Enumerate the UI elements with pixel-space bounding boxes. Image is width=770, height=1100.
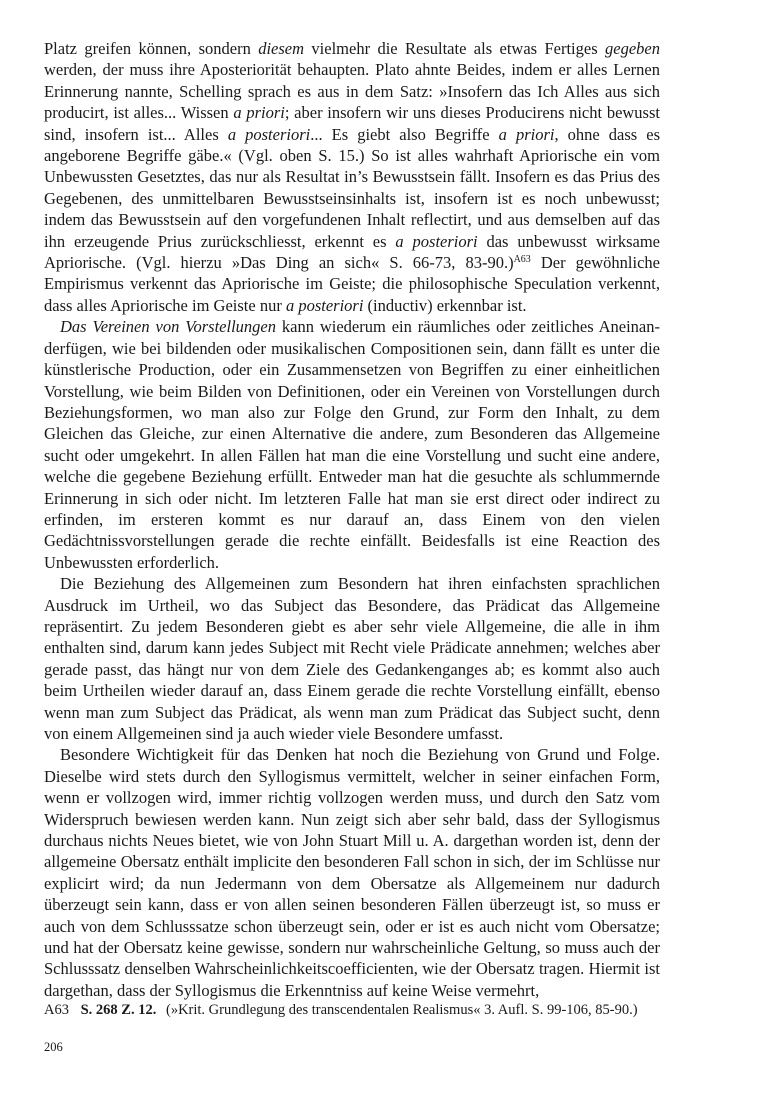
italic-text: a posteriori bbox=[395, 231, 478, 251]
text-run: (inductiv) erkennbar ist. bbox=[363, 295, 527, 315]
footnote-reference: S. 268 Z. 12. bbox=[80, 1002, 157, 1018]
italic-text: a posteriori bbox=[227, 124, 311, 144]
page-number: 206 bbox=[44, 1040, 63, 1054]
text-run: Besondere Wichtigkeit für das Denken hat noch die Beziehung von Grund und Folge. Dieselbe wird stets durch den Syllogismus vermittelt, welcher in seiner einfachen Form, wenn er vollzogen wird, immer richtig vollzogen werden muss, und durch den Satz vom Widerspruch bewiesen werden kann. Nun zeigt sich aber sehr bald, dass der Syllogismus durchaus nichts Neues bietet, wie von John Stuart Mill u. A. dargethan worden ist, denn der allgemeine Obersatz enthält implicite den besonderen Fall schon in sich, der im Schlüsse nur explicirt wird; da nun Jedermann von dem Obersatze als Allgemeinem nur dadurch überzeugt sein kann, dass er von allen seinen besonderen Fällen überzeugt ist, so muss er auch von dem Schlusssatze schon überzeugt sein, oder er ist es auch nicht vom Obersatze; und hat der Obersatz keine gewisse, sondern nur wahrscheinliche Geltung, so muss auch der Schlusssatz denselben Wahrscheinlichkeitscoefficienten, wie der Obersatz tragen. Hiermit ist dargethan, dass der Syllogismus die Erkenntniss auf keine Weise vermehrt, bbox=[44, 745, 660, 1000]
text-run: Der gewöhnliche Empirismus verkennt das Apriorische im Geiste; die philosophische Speculation verkennt, dass alles Apriorische im Geiste nur bbox=[44, 253, 660, 315]
paragraph-4 bbox=[44, 744, 660, 1001]
italic-text: diesem bbox=[258, 39, 305, 58]
footnote-text: (»Krit. Grundlegung des transcendentalen Realismus« 3. Aufl. S. 99-106, 85-90.) bbox=[165, 1002, 638, 1018]
italic-text: Das Vereinen von Vorstellungen bbox=[60, 317, 276, 337]
text-run: , ohne dass es angeborene Begriffe gäbe.« (Vgl. oben S. 15.) So ist alles wahrhaft Apriorische ein vom Unbewussten Gesetztes, das nur als Resultat in’s Bewusstsein fällt. Insofern es das Prius des Gegebenen, des unmittelbaren Bewusstseinsinhalts ist, insofern ist es noch unbewusst; indem das Bewusstsein auf den vorgefundenen Inhalt reflectirt, und aus demselben auf das ihn erzeugende Prius zurückschliesst, erkennt es bbox=[44, 124, 661, 251]
text-run: ; aber insofern wir uns dieses Producirens nicht bewusst sind, insofern ist... Alles bbox=[44, 103, 660, 144]
italic-text: a priori bbox=[498, 124, 555, 144]
italic-text: gegeben bbox=[605, 39, 660, 58]
italic-text: a posteriori bbox=[285, 295, 364, 315]
text-run: ... Es giebt also Begriffe bbox=[310, 124, 499, 144]
text-run: kann wiederum ein räumliches oder zeitliches Aneinanderfügen, wie bei bildenden oder musikalischen Compositionen sein, dann fällt es unter die künstlerische Production, oder ein Zusammensetzen von Begriffen zu einer einheitlichen Vorstellung, wie beim Bilden von Definitionen, oder ein Vereinen von Vorstellungen durch Beziehungsformen, wo man also zur Folge den Grund, zur Form den Inhalt, zu dem Gleichen das Gleiche, zur einen Alternative die andere, zum Besonderen das Allgemeine sucht oder umgekehrt. In allen Fällen hat man die eine Vorstellung und sucht eine andere, welche die gegebene Beziehung erfüllt. Entweder man hat die gesuchte als schlummernde Erinnerung in sich oder nicht. Im letzteren Falle hat man sie erst direct oder indirect zu erfinden, im ersteren kommt es nur darauf an, dass Einem von den vielen Gedächtnissvorstellungen gerade die rechte einfällt. Beidesfalls ist eine Reaction des Unbewussten erforderlich. bbox=[44, 317, 660, 572]
footnote-marker: A63 bbox=[513, 254, 531, 266]
italic-text: a priori bbox=[233, 103, 285, 123]
paragraph-3 bbox=[44, 573, 660, 744]
paragraph-2 bbox=[44, 316, 660, 573]
footnote bbox=[44, 1001, 684, 1019]
text-run: werden, der muss ihre Aposteriorität behaupten. Plato ahnte Beides, indem er alles Lernen Erinnerung nannte, Schelling sprach es aus in dem Satz: »Insofern das Ich Alles aus sich producirt, ist alles... Wissen bbox=[44, 60, 660, 123]
text-run: Die Beziehung des Allgemeinen zum Besondern hat ihren einfachsten sprachlichen Ausdruck im Urtheil, wo das Subject das Besondere, das Prädicat das Allgemeine repräsentirt. Zu jedem Besonderen giebt es aber sehr viele Allgemeine, die alle in ihm enthalten sind, darum kann jedes Subject mit Recht viele Prädicate annehmen; welches aber gerade passt, das hängt nur von dem Ziele des Gedankenganges ab; es kommt also auch beim Urtheilen wieder darauf an, dass Einem gerade die rechte Vorstellung einfällt, ebenso wenn man zum Subject das Prädicat, als wenn man zum Prädicat das Subject sucht, denn von einem Allgemeinen sind ja auch wieder viele Besondere umfasst. bbox=[44, 574, 660, 743]
text-run: vielmehr die Resultate als etwas Fertiges bbox=[304, 39, 606, 58]
text-run: Platz greifen können, sondern bbox=[44, 39, 259, 58]
footnote-label: A63 bbox=[44, 1002, 69, 1018]
text-run: das unbewusst wirksame Apriorische. (Vgl. hierzu »Das Ding an sich« S. 66-73, 83-90.) bbox=[44, 231, 661, 273]
paragraph-1 bbox=[44, 38, 660, 316]
page-text-block bbox=[44, 38, 660, 1001]
